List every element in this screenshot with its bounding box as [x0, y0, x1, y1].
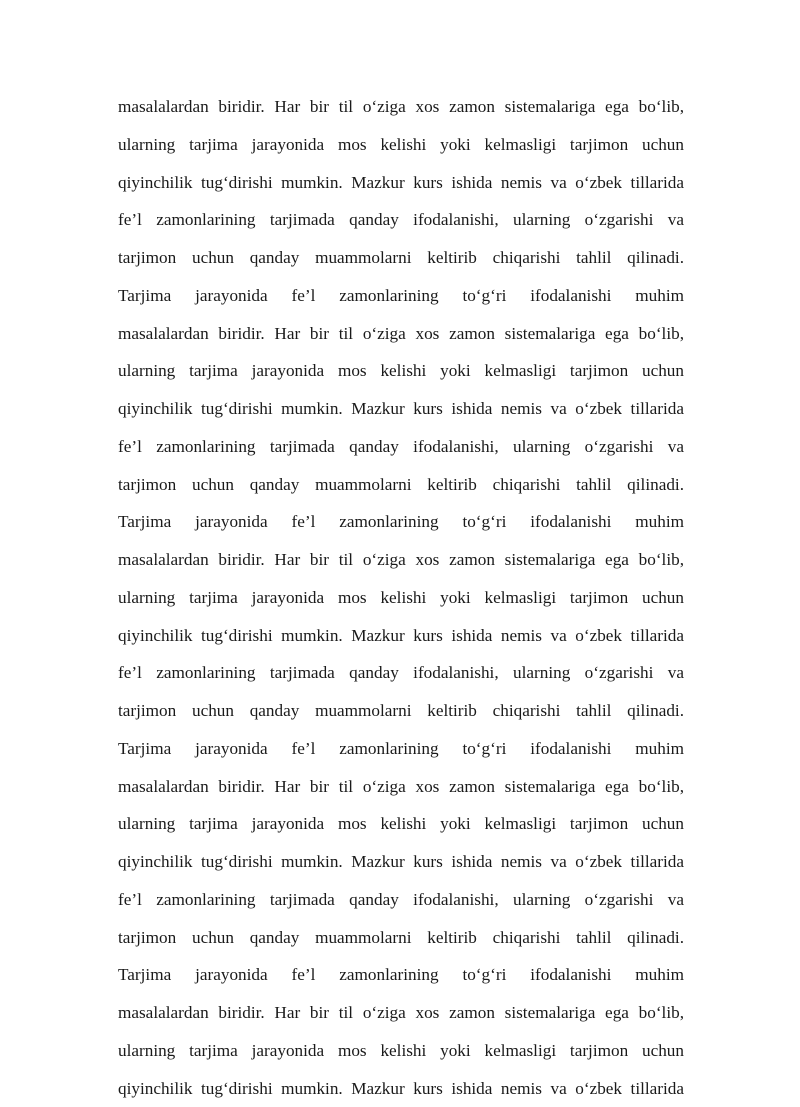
text-line: ularning tarjima jarayonida mos kelishi yoki kelmasligi tarjimon uchun	[118, 805, 684, 843]
text-line: qiyinchilik tug‘dirishi mumkin. Mazkur kurs ishida nemis va o‘zbek tillarida	[118, 1070, 684, 1107]
text-line: fe’l zamonlarining tarjimada qanday ifodalanishi, ularning o‘zgarishi va	[118, 881, 684, 919]
body-text	[118, 88, 684, 1107]
text-line: Tarjima jarayonida fe’l zamonlarining to‘g‘ri ifodalanishi muhim	[118, 503, 684, 541]
text-line: masalalardan biridir. Har bir til o‘ziga xos zamon sistemalariga ega bo‘lib,	[118, 994, 684, 1032]
text-line: masalalardan biridir. Har bir til o‘ziga xos zamon sistemalariga ega bo‘lib,	[118, 88, 684, 126]
text-line: tarjimon uchun qanday muammolarni keltirib chiqarishi tahlil qilinadi.	[118, 919, 684, 957]
text-line: ularning tarjima jarayonida mos kelishi yoki kelmasligi tarjimon uchun	[118, 352, 684, 390]
text-line: Tarjima jarayonida fe’l zamonlarining to‘g‘ri ifodalanishi muhim	[118, 277, 684, 315]
text-line: masalalardan biridir. Har bir til o‘ziga xos zamon sistemalariga ega bo‘lib,	[118, 768, 684, 806]
text-line: qiyinchilik tug‘dirishi mumkin. Mazkur kurs ishida nemis va o‘zbek tillarida	[118, 164, 684, 202]
text-line: Tarjima jarayonida fe’l zamonlarining to‘g‘ri ifodalanishi muhim	[118, 956, 684, 994]
text-line: masalalardan biridir. Har bir til o‘ziga xos zamon sistemalariga ega bo‘lib,	[118, 315, 684, 353]
text-line: tarjimon uchun qanday muammolarni keltirib chiqarishi tahlil qilinadi.	[118, 239, 684, 277]
text-line: tarjimon uchun qanday muammolarni keltirib chiqarishi tahlil qilinadi.	[118, 692, 684, 730]
text-line: fe’l zamonlarining tarjimada qanday ifodalanishi, ularning o‘zgarishi va	[118, 654, 684, 692]
text-line: Tarjima jarayonida fe’l zamonlarining to‘g‘ri ifodalanishi muhim	[118, 730, 684, 768]
text-line: masalalardan biridir. Har bir til o‘ziga xos zamon sistemalariga ega bo‘lib,	[118, 541, 684, 579]
text-line: qiyinchilik tug‘dirishi mumkin. Mazkur kurs ishida nemis va o‘zbek tillarida	[118, 617, 684, 655]
text-line: fe’l zamonlarining tarjimada qanday ifodalanishi, ularning o‘zgarishi va	[118, 428, 684, 466]
text-line: tarjimon uchun qanday muammolarni keltirib chiqarishi tahlil qilinadi.	[118, 466, 684, 504]
text-line: ularning tarjima jarayonida mos kelishi yoki kelmasligi tarjimon uchun	[118, 579, 684, 617]
text-line: qiyinchilik tug‘dirishi mumkin. Mazkur kurs ishida nemis va o‘zbek tillarida	[118, 843, 684, 881]
text-line: fe’l zamonlarining tarjimada qanday ifodalanishi, ularning o‘zgarishi va	[118, 201, 684, 239]
text-line: ularning tarjima jarayonida mos kelishi yoki kelmasligi tarjimon uchun	[118, 126, 684, 164]
text-line: ularning tarjima jarayonida mos kelishi yoki kelmasligi tarjimon uchun	[118, 1032, 684, 1070]
text-line: qiyinchilik tug‘dirishi mumkin. Mazkur kurs ishida nemis va o‘zbek tillarida	[118, 390, 684, 428]
